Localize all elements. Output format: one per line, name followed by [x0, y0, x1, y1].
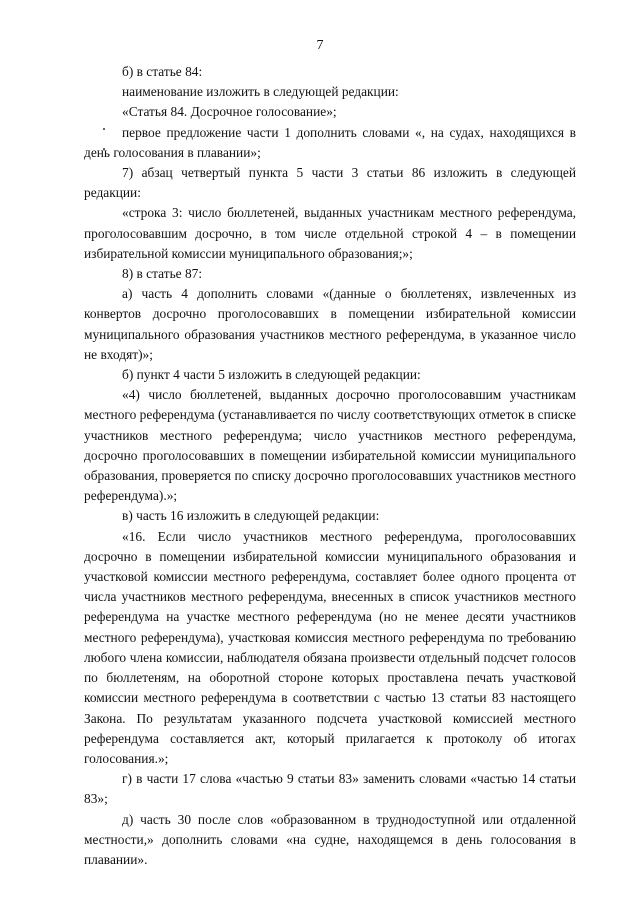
paragraph: «16. Если число участников местного референдума, проголосовавших досрочно в помещении избирательной комиссии муниципального образования и участковой комиссии местного референдума, составляет более одного процента от числа участников местного референдума, внесенных в список участников местного референдума на участке местного референдума (но не менее десяти участников местного референдума), участковая комиссия местного референдума по требованию любого члена комиссии, наблюдателя обязана произвести отдельный подсчет голосов по бюллетеням, на оборотной стороне которых проставлена печать участковой комиссии местного референдума в соответствии с частью 13 статьи 83 настоящего Закона. По результатам указанного подсчета участковой комиссией местного референдума составляется акт, который прилагается к протоколу об итогах голосования.»; [84, 528, 576, 766]
paragraph: б) в статье 84: [122, 64, 203, 79]
document-body [84, 62, 576, 870]
paragraph: б) пункт 4 части 5 изложить в следующей редакции: [122, 367, 421, 383]
paragraph: наименование изложить в следующей редакции: [122, 84, 399, 100]
paragraph: «строка 3: число бюллетеней, выданных участникам местного референдума, проголосовавшим досрочно, в том числе отдельной строкой 4 – в помещении избирательной комиссии муниципального образования;»; [84, 205, 576, 261]
paragraph: г) в части 17 слова «частью 9 статьи 83» заменить словами «частью 14 статьи 83»; [84, 771, 576, 807]
paragraph: 7) абзац четвертый пункта 5 части 3 статьи 86 изложить в следующей редакции: [84, 165, 576, 201]
paragraph: «Статья 84. Досрочное голосование»; [122, 104, 337, 120]
page-number: 7 [316, 38, 324, 53]
paragraph: д) часть 30 после слов «образованном в труднодоступной или отдаленной местности,» дополнить словами «на судне, находящемся в день голосования в плавании». [84, 811, 576, 867]
paragraph: в) часть 16 изложить в следующей редакции: [122, 508, 380, 524]
paragraph: 8) в статье 87: [122, 266, 203, 282]
paragraph: первое предложение части 1 дополнить словами «, на судах, находящихся в день голосования в плавании»; [84, 124, 576, 160]
paragraph: а) часть 4 дополнить словами «(данные о бюллетенях, извлеченных из конвертов досрочно проголосовавших в помещении избирательной комиссии муниципального образования участников местного референдума, в указанное число не входят)»; [84, 286, 576, 362]
paragraph: «4) число бюллетеней, выданных досрочно проголосовавшим участникам местного референдума (устанавливается по числу соответствующих отметок в списке участников местного референдума; число участников местного референдума, досрочно проголосовавших в помещении избирательной комиссии муниципального образования, проверяется по списку досрочно проголосовавших участников местного референдума).»; [84, 387, 576, 504]
